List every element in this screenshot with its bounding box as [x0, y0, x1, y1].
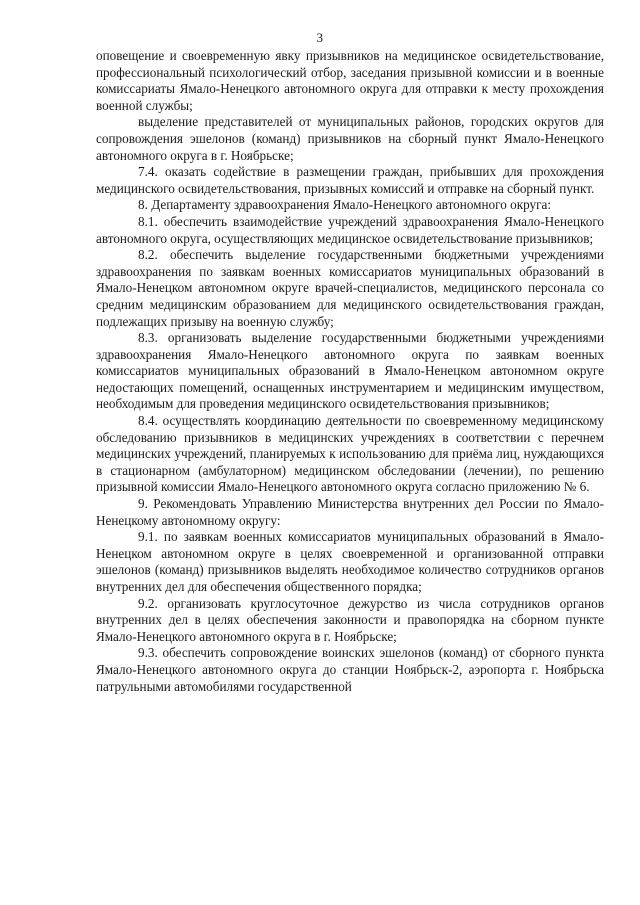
paragraph-representatives: выделение представителей от муниципальных районов, городских округов для сопровождения эшелонов (команд) призывников на сборный пункт Ямало-Ненецкого автономного округа в г. Ноябрьске; [96, 114, 604, 163]
paragraph-8-2: 8.2. обеспечить выделение государственными бюджетными учреждениями здравоохранения по заявкам военных комиссариатов муниципальных образований в Ямало-Ненецком автономном округе врачей-специалистов, медицинского персонала со средним медицинским образованием для медицинского освидетельствования граждан, подлежащих призыву на военную службу; [96, 247, 604, 329]
paragraph-9: 9. Рекомендовать Управлению Министерства внутренних дел России по Ямало-Ненецкому автономному округу: [96, 496, 604, 528]
paragraph-9-2: 9.2. организовать круглосуточное дежурство из числа сотрудников органов внутренних дел в целях обеспечения законности и правопорядка на сборном пункте Ямало-Ненецкого автономного округа в г. Ноябрьске; [96, 595, 604, 644]
paragraph-8-4: 8.4. осуществлять координацию деятельности по своевременному медицинскому обследованию призывников в медицинских учреждениях в соответствии с перечнем медицинских учреждений, планируемых к использованию для приёма лиц, нуждающихся в стационарном (амбулаторном) медицинском обследовании (лечении), по решению призывной комиссии Ямало-Ненецкого автономного округа согласно приложению № 6. [96, 413, 604, 495]
paragraph-7-4: 7.4. оказать содействие в размещении граждан, прибывших для прохождения медицинского освидетельствования, призывных комиссий и отправке на сборный пункт. [96, 164, 604, 196]
paragraph-8-3: 8.3. организовать выделение государственными бюджетными учреждениями здравоохранения Ямало-Ненецкого автономного округа по заявкам военных комиссариатов муниципальных образований в Ямало-Ненецком автономном округе недостающих помещений, оснащенных инструментарием и медицинским имуществом, необходимым для проведения медицинского освидетельствования призывников; [96, 330, 604, 412]
paragraph-9-3: 9.3. обеспечить сопровождение воинских эшелонов (команд) от сборного пункта Ямало-Ненецкого автономного округа до станции Ноябрьск-2, аэропорта г. Ноябрьска патрульными автомобилями государственной [96, 645, 604, 694]
paragraph-8: 8. Департаменту здравоохранения Ямало-Ненецкого автономного округа: [138, 197, 552, 213]
document-body [96, 48, 604, 695]
paragraph-notification: оповещение и своевременную явку призывников на медицинское освидетельствование, профессиональный психологический отбор, заседания призывной комиссии и в военные комиссариаты Ямало-Ненецкого автономного округа для отправки к месту прохождения военной службы; [96, 48, 604, 113]
paragraph-8-1: 8.1. обеспечить взаимодействие учреждений здравоохранения Ямало-Ненецкого автономного округа, осуществляющих медицинское освидетельствование призывников; [96, 213, 604, 246]
page-number: 3 [316, 30, 324, 45]
paragraph-9-1: 9.1. по заявкам военных комиссариатов муниципальных образований в Ямало-Ненецком автономном округе в целях своевременной и организованной отправки эшелонов (команд) призывников выделять необходимое количество сотрудников органов внутренних дел для обеспечения общественного порядка; [96, 529, 604, 594]
